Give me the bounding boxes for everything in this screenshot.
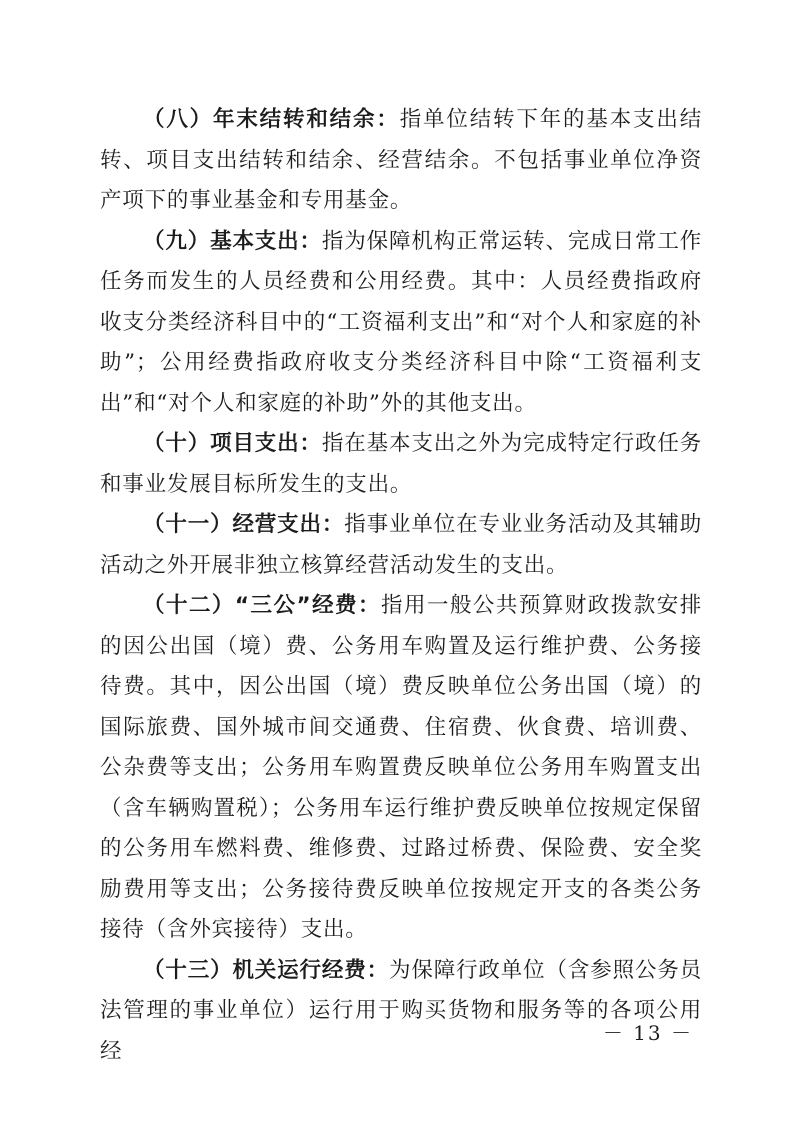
page-number: － 13 － <box>602 1021 693 1045</box>
paragraph-8 <box>100 100 702 222</box>
term-label: （十）项目支出： <box>143 431 322 456</box>
paragraph-10 <box>100 424 702 505</box>
document-body <box>100 100 702 1072</box>
term-label: （十一）经营支出： <box>143 512 345 537</box>
paragraph-text: 指事业单位在专业业务活动及其辅助活动之外开展非独立核算经营活动发生的支出。 <box>100 512 702 578</box>
paragraph-text: 指用一般公共预算财政拨款安排的因公出国（境）费、公务用车购置及运行维护费、公务接待费。其中，因公出国（境）费反映单位公务出国（境）的国际旅费、国外城市间交通费、住宿费、伙食费、培训费、公杂费等支出；公务用车购置费反映单位公务用车购置支出（含车辆购置税）；公务用车运行维护费反映单位按规定保留的公务用车燃料费、维修费、过路过桥费、保险费、安全奖励费用等支出；公务接待费反映单位按规定开支的各类公务接待（含外宾接待）支出。 <box>100 593 703 942</box>
term-label: （八）年末结转和结余： <box>143 107 400 132</box>
paragraph-12 <box>100 586 702 951</box>
paragraph-11 <box>100 505 702 586</box>
paragraph-text: 指为保障机构正常运转、完成日常工作任务而发生的人员经费和公用经费。其中：人员经费指政府收支分类经济科目中的“工资福利支出”和“对个人和家庭的补助”；公用经费指政府收支分类经济科目中除“工资福利支出”和“对个人和家庭的补助”外的其他支出。 <box>100 228 702 416</box>
paragraph-text: 指在基本支出之外为完成特定行政任务和事业发展目标所发生的支出。 <box>100 431 702 497</box>
term-label: （九）基本支出： <box>143 228 322 254</box>
paragraph-text: 指单位结转下年的基本支出结转、项目支出结转和结余、经营结余。不包括事业单位净资产项下的事业基金和专用基金。 <box>100 107 702 213</box>
paragraph-13 <box>100 951 702 1073</box>
term-label: （十二）“三公”经费： <box>143 593 382 618</box>
term-label: （十三）机关运行经费： <box>143 957 389 983</box>
paragraph-text: 为保障行政单位（含参照公务员法管理的事业单位）运行用于购买货物和服务等的各项公用经 <box>100 957 702 1064</box>
paragraph-9 <box>100 222 702 425</box>
